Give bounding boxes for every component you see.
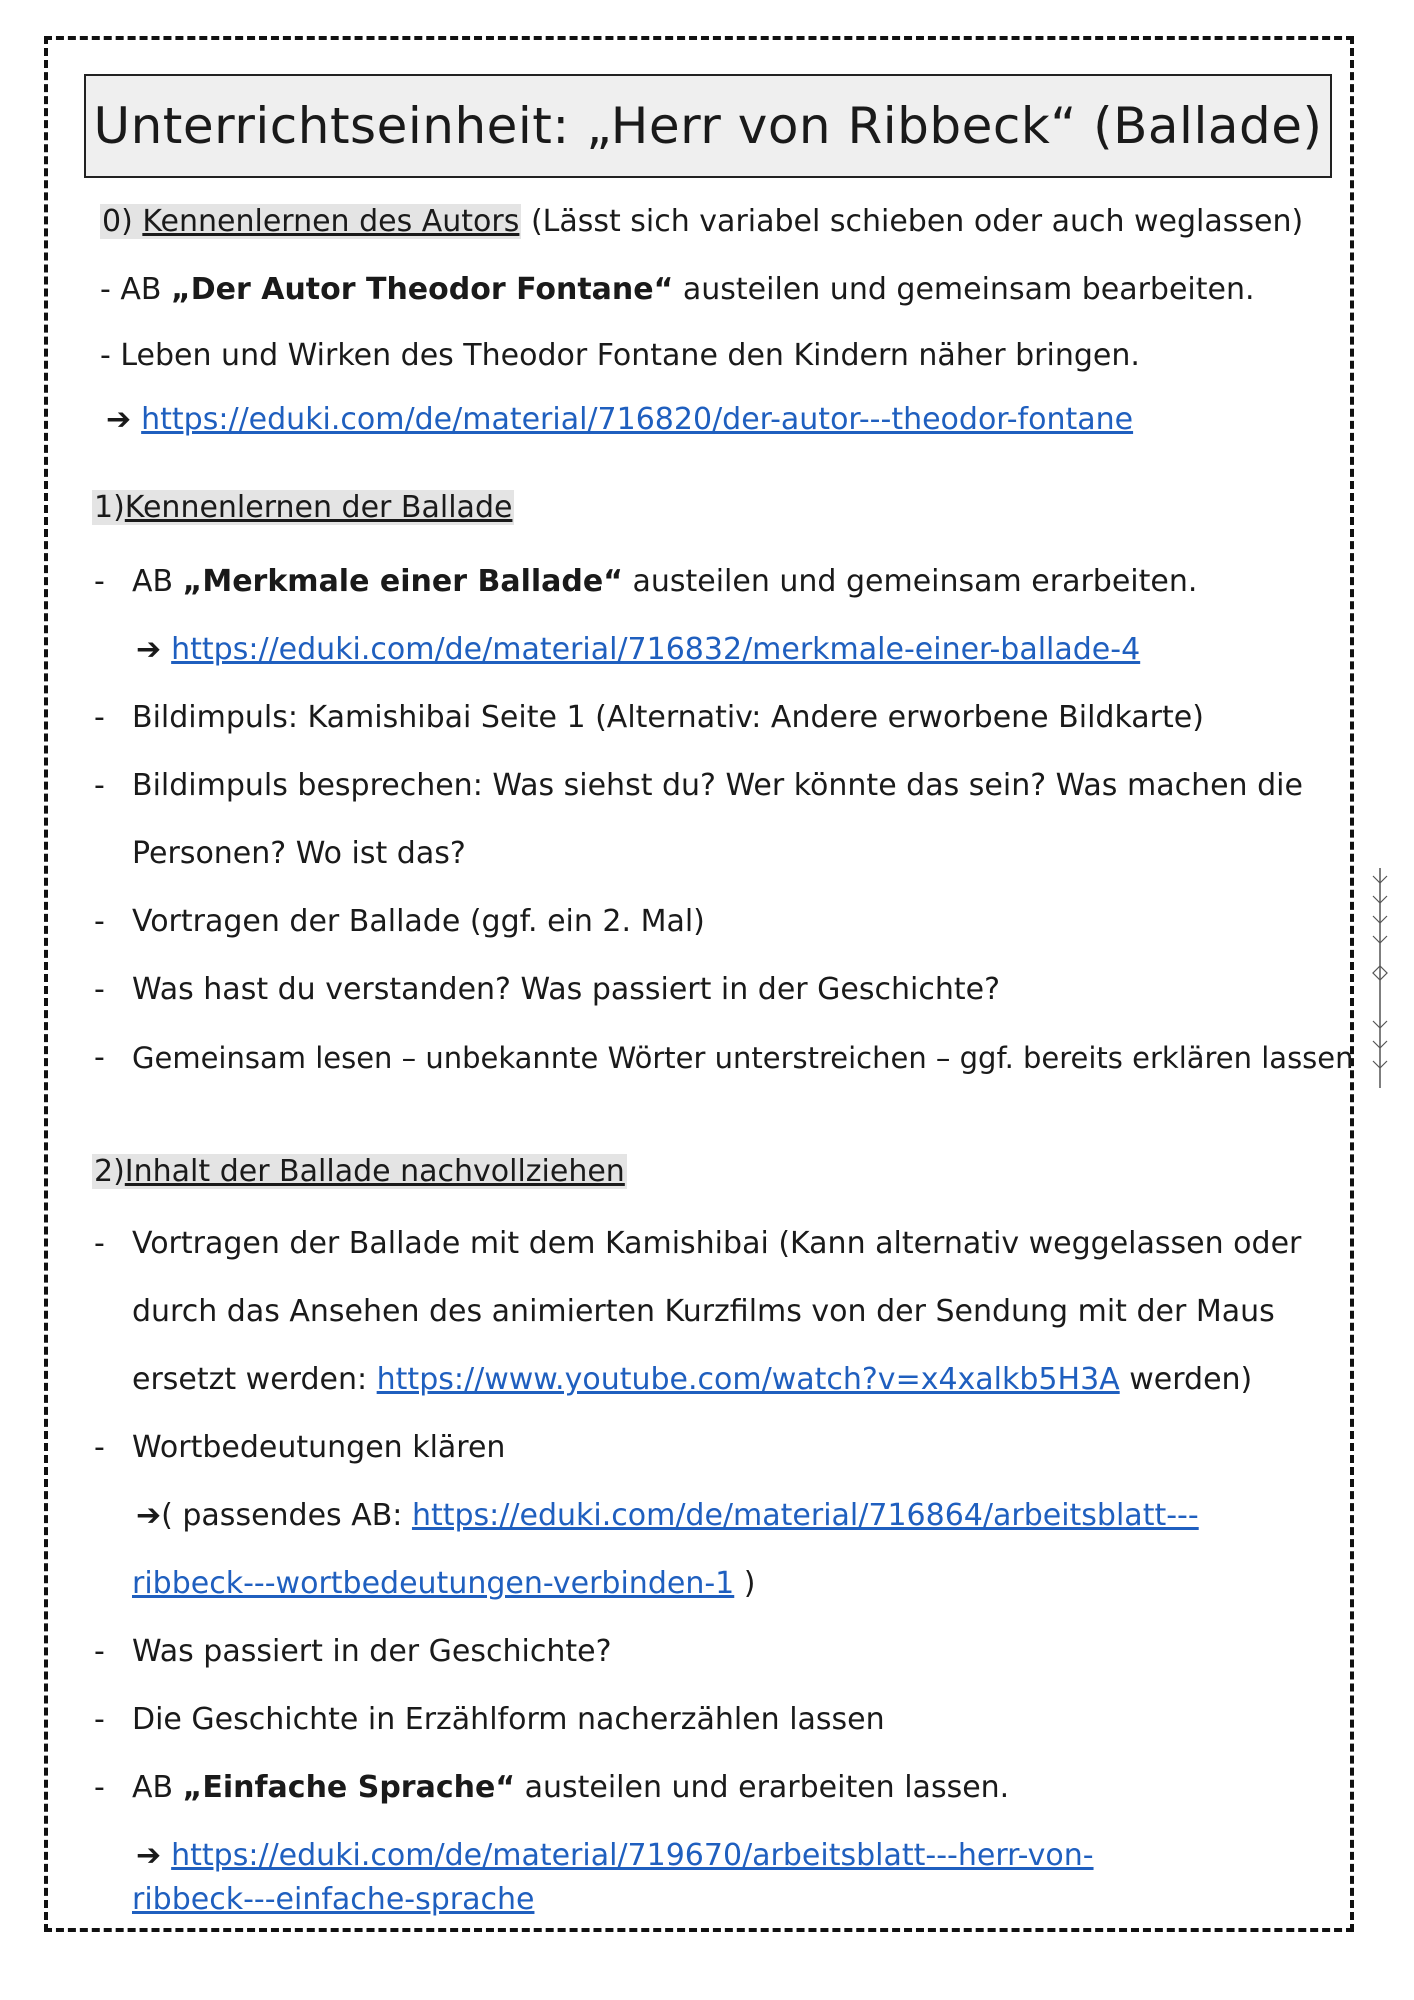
section-1-item-3-line-2: Personen? Wo ist das? [132,836,466,871]
section-1-item-1: AB „Merkmale einer Ballade“ austeilen und gemeinsam erarbeiten. [132,564,1198,599]
section-2-item-1-line-3: ersetzt werden: https://www.youtube.com/watch?v=x4xalkb5H3A werden) [132,1362,1253,1397]
section-2-item-4: Die Geschichte in Erzählform nacherzählen lassen [132,1702,885,1737]
section-2-item-5-link-cont [132,1880,534,1920]
link-youtube[interactable]: https://www.youtube.com/watch?v=x4xalkb5H3A [376,1362,1120,1397]
page-title: Unterrichtseinheit: „Herr von Ribbeck“ (Ballade) [93,97,1323,155]
section-2-item-2: Wortbedeutungen klären [132,1430,506,1465]
section-1-item-4: Vortragen der Ballade (ggf. ein 2. Mal) [132,904,705,939]
bullet-dash: - [94,768,105,803]
section-1-item-5: Was hast du verstanden? Was passiert in der Geschichte? [132,972,1001,1007]
arrow-icon: ➔ [106,402,132,437]
section-1-link-line [136,630,1140,670]
section-1-item-3-line-1: Bildimpuls besprechen: Was siehst du? Wer könnte das sein? Was machen die [132,768,1303,803]
section-0-item-1: - AB „Der Autor Theodor Fontane“ austeilen und gemeinsam bearbeiten. [100,272,1255,307]
bullet-dash: - [94,1770,105,1805]
arrow-icon: ➔ [136,1498,162,1533]
link-theodor-fontane[interactable]: https://eduki.com/de/material/716820/der-autor---theodor-fontane [141,402,1134,437]
section-1-item-2: Bildimpuls: Kamishibai Seite 1 (Alternativ: Andere erworbene Bildkarte) [132,700,1204,735]
bullet-dash: - [94,1702,105,1737]
bullet-dash: - [94,1634,105,1669]
bullet-dash: - [94,1040,105,1075]
section-0-note: (Lässt sich variabel schieben oder auch weglassen) [530,204,1304,239]
section-2-item-1-line-2: durch das Ansehen des animierten Kurzfilms von der Sendung mit der Maus [132,1294,1275,1329]
bullet-dash: - [94,904,105,939]
link-einfache-sprache-cont[interactable]: ribbeck---einfache-sprache [132,1882,535,1917]
section-1-heading: 1)Kennenlernen der Ballade [94,490,513,525]
section-0-item-2: - Leben und Wirken des Theodor Fontane den Kindern näher bringen. [100,338,1140,373]
bullet-dash: - [94,972,105,1007]
section-2-item-2-sub-cont: ribbeck---wortbedeutungen-verbinden-1 ) [132,1566,756,1601]
arrow-icon: ➔ [136,1838,162,1873]
link-merkmale-ballade[interactable]: https://eduki.com/de/material/716832/merkmale-einer-ballade-4 [171,632,1141,667]
bullet-dash: - [94,1430,105,1465]
bullet-dash: - [94,1226,105,1261]
section-0-heading-line [100,202,1303,242]
section-2-item-5-link-line [136,1836,1094,1876]
title-box [84,74,1332,178]
section-2-item-5: AB „Einfache Sprache“ austeilen und erarbeiten lassen. [132,1770,1010,1805]
section-0-heading: 0) Kennenlernen des Autors [102,204,520,239]
section-2-item-2-sub: ➔( passendes AB: https://eduki.com/de/material/716864/arbeitsblatt--- [136,1498,1199,1533]
arrow-icon: ➔ [136,632,162,667]
section-0-link-line [106,400,1133,440]
link-einfache-sprache[interactable]: https://eduki.com/de/material/719670/arbeitsblatt---herr-von- [171,1838,1094,1873]
section-2-item-1-line-1: Vortragen der Ballade mit dem Kamishibai (Kann alternativ weggelassen oder [132,1226,1302,1261]
section-2-heading: 2)Inhalt der Ballade nachvollziehen [94,1154,625,1189]
bullet-dash: - [94,564,105,599]
section-1-item-6: Gemeinsam lesen – unbekannte Wörter unterstreichen – ggf. bereits erklären lassen [132,1041,1354,1075]
section-2-item-3: Was passiert in der Geschichte? [132,1634,612,1669]
link-wortbedeutungen[interactable]: https://eduki.com/de/material/716864/arbeitsblatt--- [411,1498,1199,1533]
side-ornament-icon [1370,868,1390,1088]
bullet-dash: - [94,700,105,735]
link-wortbedeutungen-cont[interactable]: ribbeck---wortbedeutungen-verbinden-1 [132,1566,735,1601]
